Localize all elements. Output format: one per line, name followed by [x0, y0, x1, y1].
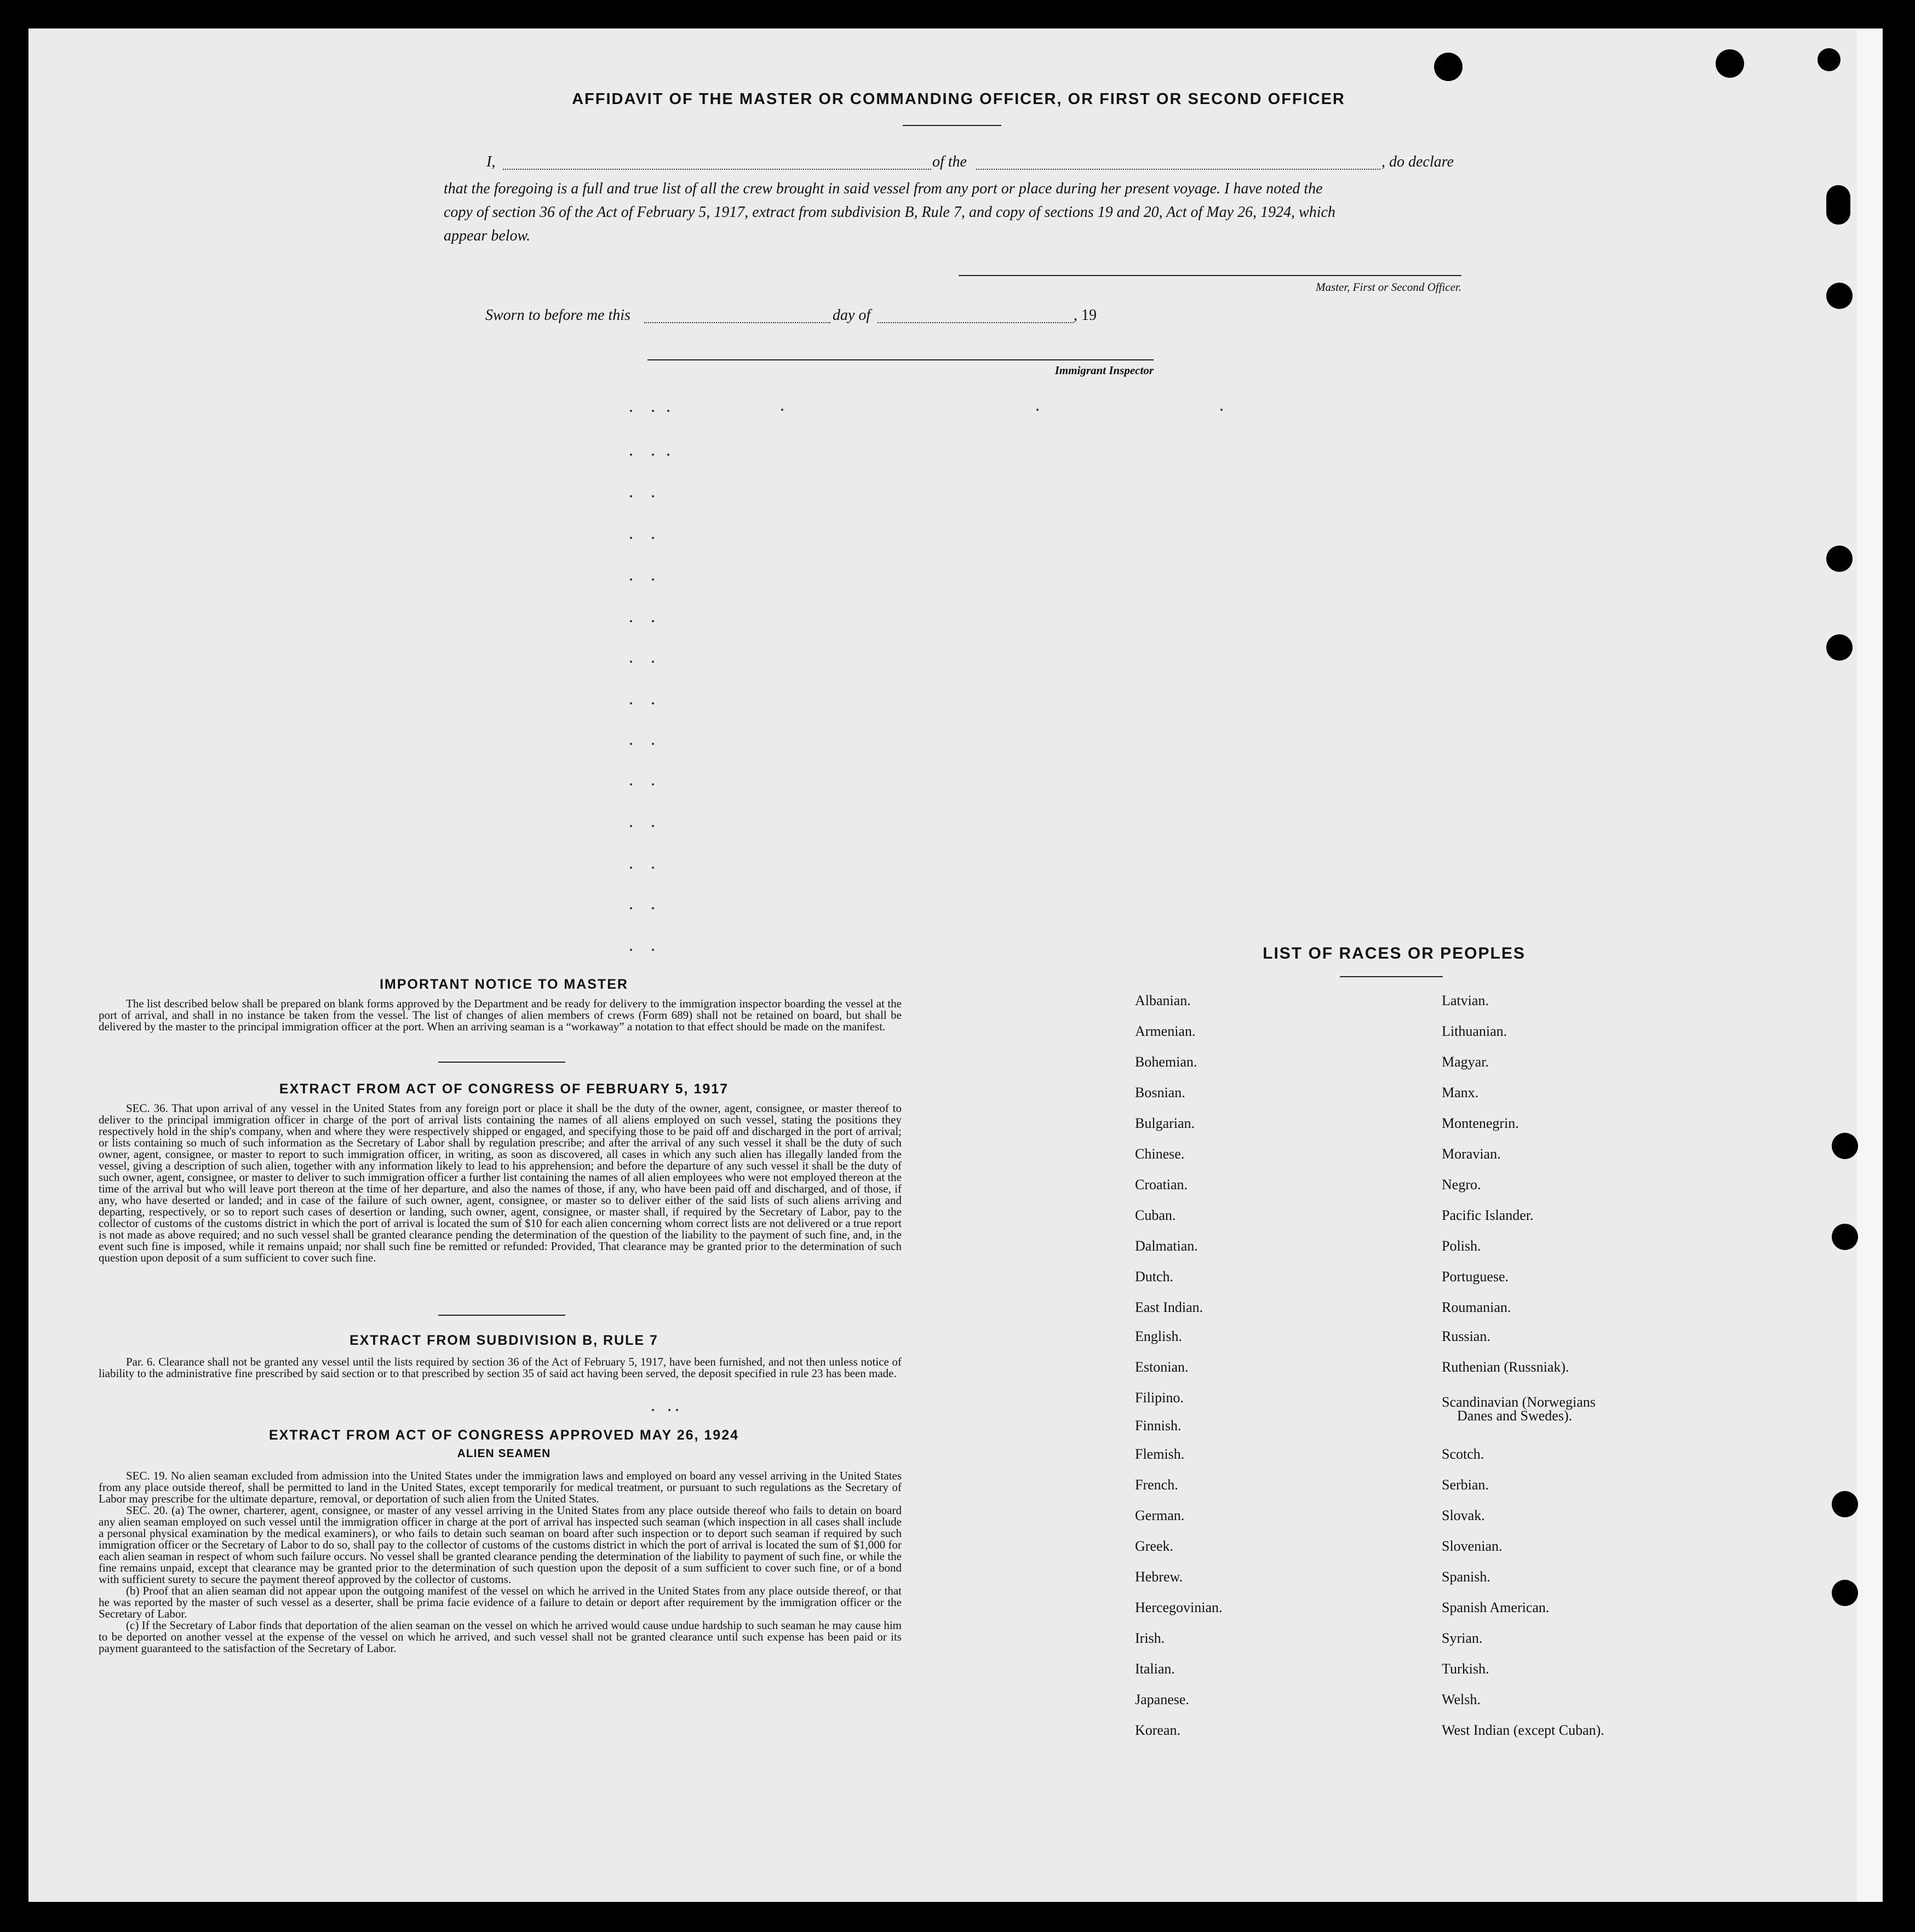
race-item: Magyar.: [1442, 1054, 1489, 1070]
inspector-line: [647, 359, 1154, 360]
race-item: Russian.: [1442, 1328, 1490, 1344]
race-item: Lithuanian.: [1442, 1023, 1507, 1039]
race-item: Scotch.: [1442, 1446, 1484, 1462]
race-item: Cuban.: [1135, 1207, 1176, 1223]
race-item: Roumanian.: [1442, 1299, 1511, 1315]
race-item: Hercegovinian.: [1135, 1600, 1223, 1615]
race-item: Dutch.: [1135, 1269, 1174, 1285]
vessel-blank: [976, 169, 1380, 170]
extract-rule7-title: EXTRACT FROM SUBDIVISION B, RULE 7: [349, 1333, 658, 1348]
race-item: Armenian.: [1135, 1023, 1196, 1039]
sworn-text: Sworn to before me this: [485, 307, 630, 324]
punch-hole: [1832, 1133, 1858, 1159]
race-item: Filipino.: [1135, 1390, 1184, 1406]
affidavit-body-line: appear below.: [444, 227, 531, 244]
title-underline: [903, 125, 1001, 126]
race-item: East Indian.: [1135, 1299, 1203, 1315]
race-item: Danes and Swedes).: [1457, 1408, 1573, 1424]
affidavit-body-line: copy of section 36 of the Act of February 5, 1917, extract from subdivision B, Rule 7, and copy of sections 19 and 20, Act of May 26, 1924, which: [444, 204, 1335, 221]
race-item: Bosnian.: [1135, 1085, 1185, 1100]
month-blank: [878, 322, 1074, 323]
affidavit-of-the: of the: [932, 153, 967, 170]
race-item: Dalmatian.: [1135, 1238, 1198, 1254]
race-item: Estonian.: [1135, 1359, 1189, 1375]
races-underline: [1340, 976, 1443, 977]
section-divider: [438, 1315, 565, 1316]
inspector-label: Immigrant Inspector: [1054, 364, 1154, 377]
race-item: Korean.: [1135, 1722, 1181, 1738]
signature-line: [959, 275, 1461, 276]
punch-hole: [1826, 546, 1853, 572]
notice-title: IMPORTANT NOTICE TO MASTER: [380, 977, 628, 992]
year-prefix: , 19: [1074, 307, 1097, 324]
race-item: Bulgarian.: [1135, 1115, 1195, 1131]
extract-1924-title: EXTRACT FROM ACT OF CONGRESS APPROVED MAY 26, 1924: [268, 1427, 739, 1443]
race-item: Finnish.: [1135, 1418, 1182, 1434]
race-item: Latvian.: [1442, 993, 1489, 1008]
race-item: Serbian.: [1442, 1477, 1489, 1493]
race-item: Scandinavian (Norwegians: [1442, 1394, 1596, 1410]
races-title: LIST OF RACES OR PEOPLES: [1263, 944, 1526, 962]
race-item: Manx.: [1442, 1085, 1479, 1100]
punch-hole: [1716, 49, 1744, 78]
extract-1924-subtitle: ALIEN SEAMEN: [457, 1447, 551, 1460]
race-item: Pacific Islander.: [1442, 1207, 1534, 1223]
day-blank: [644, 322, 830, 323]
punch-hole: [1832, 1491, 1858, 1517]
race-item: Hebrew.: [1135, 1569, 1183, 1585]
affidavit-body: [444, 177, 1463, 248]
race-item: Flemish.: [1135, 1446, 1185, 1462]
punch-hole: [1832, 1580, 1858, 1606]
extract-1924-body: [99, 1470, 902, 1654]
extract-1917-title: EXTRACT FROM ACT OF CONGRESS OF FEBRUARY 5, 1917: [279, 1081, 729, 1097]
race-item: Croatian.: [1135, 1177, 1188, 1193]
day-of: day of: [833, 307, 871, 324]
race-item: Spanish American.: [1442, 1600, 1550, 1615]
race-item: Japanese.: [1135, 1692, 1189, 1707]
race-item: Bohemian.: [1135, 1054, 1197, 1070]
punch-hole: [1817, 48, 1841, 71]
race-item: Irish.: [1135, 1630, 1165, 1646]
sec-20a-text: SEC. 20. (a) The owner, charterer, agent, consignee, or master of any vessel arriving in the United States from any place outside thereof who fails to detain on board any alien seaman employed on such vessel until the immigration officer in charge at the port of arrival has inspected such seaman (which inspection in all cases shall include a personal physical examination by the medical examiners), or who fails to detain such seaman on board after such inspection or to deport such seaman if required by such immigration officer or the Secretary of Labor to do so, shall pay to the collector of customs of the customs district in which the port of arrival is located the sum of $1,000 for each alien seaman in respect of whom such failure occurs. No vessel shall be granted clearance pending the determination of the liability to payment of such fine, or while the fine remains unpaid, except that clearance may be granted prior to the determination of such question upon the deposit of a sum sufficient to cover such fine, or of a bond with sufficient surety to secure the payment thereof approved by the collector of customs.: [99, 1504, 902, 1586]
punch-hole: [1826, 634, 1853, 661]
race-item: English.: [1135, 1328, 1182, 1344]
extract-rule7-text: Par. 6. Clearance shall not be granted any vessel until the lists required by section 36 of the Act of February 5, 1917, have been furnished, and not then unless notice of liability to the administrative fine prescribed by said section or to that prescribed by section 35 of said act having been served, the deposit specified in rule 23 has been made.: [99, 1355, 902, 1380]
race-item: Welsh.: [1442, 1692, 1481, 1707]
race-item: Montenegrin.: [1442, 1115, 1519, 1131]
race-item: German.: [1135, 1507, 1185, 1523]
name-blank: [503, 169, 931, 170]
race-item: French.: [1135, 1477, 1178, 1493]
race-item: Turkish.: [1442, 1661, 1489, 1677]
affidavit-do-declare: , do declare: [1381, 153, 1454, 170]
signature-label: Master, First or Second Officer.: [1316, 280, 1461, 294]
race-item: Slovak.: [1442, 1507, 1485, 1523]
race-item: Portuguese.: [1442, 1269, 1509, 1285]
page-edge: [1857, 28, 1882, 1902]
race-item: Syrian.: [1442, 1630, 1483, 1646]
race-item: Moravian.: [1442, 1146, 1501, 1162]
sec-20c-text: (c) If the Secretary of Labor finds that deportation of the alien seaman on the vessel on which he arrived would cause undue hardship to such seaman he may cause him to be deported on another vessel at the expense of the vessel on which he arrived, and such vessel shall not be granted clearance until such expense has been paid or its payment guaranteed to the satisfaction of the Secretary of Labor.: [99, 1619, 902, 1655]
punch-hole: [1832, 1224, 1858, 1250]
race-item: Slovenian.: [1442, 1538, 1503, 1554]
affidavit-i: I,: [486, 153, 496, 170]
punch-hole: [1434, 53, 1463, 81]
extract-1917-text: SEC. 36. That upon arrival of any vessel in the United States from any foreign port or place it shall be the duty of the owner, agent, consignee, or master thereof to deliver to the principal immigration officer in charge of the port of arrival lists containing the names of all aliens employed on such vessel, stating the positions they respectively hold in the ship's company, when and where they were respectively shipped or engaged, and specifying those to be paid off and discharged in the port of arrival; or lists containing so much of such information as the Secretary of Labor shall by regulation prescribe; and after the arrival of any such vessel it shall be the duty of such owner, agent, consignee, or master to report to such immigration officer, in writing, as soon as discovered, all cases in which any such alien has illegally landed from the vessel, giving a description of such alien, together with any information likely to lead to his apprehension; and before the departure of any such vessel it shall be the duty of such owner, agent, consignee, or master to deliver to such immigration officer a further list containing the names of all alien employees who were not employed thereon at the time of the arrival but who will leave port thereon at the time of her departure, and also the names of those, if any, who have been paid off and discharged, and of those, if any, who have deserted or landed; and in case of the failure of such owner, agent, consignee, or master so to deliver either of the said lists of such aliens arriving and departing, respectively, or so to report such cases of desertion or landing, such owner, agent, consignee, or master shall, if required by the Secretary of Labor, pay to the collector of customs of the customs district in which the port of arrival is located the sum of $10 for each alien concerning whom correct lists are not delivered or a true report is not made as above required; and no such vessel shall be granted clearance pending the determination of the question of the liability to the payment of such fine, and, in the event such fine is imposed, while it remains unpaid; nor shall such fine be remitted or refunded: Provided, That clearance may be granted prior to the determination of such question upon deposit of a sum sufficient to cover such fine.: [99, 1102, 902, 1264]
race-item: Albanian.: [1135, 993, 1191, 1008]
race-item: Chinese.: [1135, 1146, 1185, 1162]
notice-text: The list described below shall be prepared on blank forms approved by the Department and be ready for delivery to the immigration inspector boarding the vessel at the port of arrival, and shall in no instance be taken from the vessel. The list of changes of alien members of crews (Form 689) shall not be retained on board, but shall be delivered by the master to the principal immigration officer at the port. When an arriving seaman is a “workaway” a notation to that effect should be made on the manifest.: [99, 997, 902, 1033]
race-item: West Indian (except Cuban).: [1442, 1722, 1604, 1738]
race-item: Polish.: [1442, 1238, 1481, 1254]
sec-19-text: SEC. 19. No alien seaman excluded from admission into the United States under the immigration laws and employed on board any vessel arriving in the United States from any place outside thereof, shall be permitted to land in the United States, except temporarily for medical treatment, or pursuant to such regulations as the Secretary of Labor may prescribe for the ultimate departure, removal, or deportation of such alien from the United States.: [99, 1469, 902, 1505]
race-item: Italian.: [1135, 1661, 1175, 1677]
punch-hole: [1826, 185, 1850, 225]
section-divider: [438, 1062, 565, 1063]
punch-hole: [1826, 283, 1853, 309]
affidavit-title: AFFIDAVIT OF THE MASTER OR COMMANDING OFFICER, OR FIRST OR SECOND OFFICER: [572, 90, 1345, 108]
sec-20b-text: (b) Proof that an alien seaman did not appear upon the outgoing manifest of the vessel on which he arrived in the United States from any place outside thereof, or that he was reported by the master of such vessel as a deserter, shall be prima facie evidence of a failure to detain or deport after requirement by the immigration officer or the Secretary of Labor.: [99, 1584, 902, 1620]
affidavit-body-line: that the foregoing is a full and true list of all the crew brought in said vessel from any port or place during her present voyage. I have noted the: [444, 180, 1323, 197]
race-item: Greek.: [1135, 1538, 1174, 1554]
race-item: Negro.: [1442, 1177, 1481, 1193]
race-item: Spanish.: [1442, 1569, 1490, 1585]
race-item: Ruthenian (Russniak).: [1442, 1359, 1569, 1375]
